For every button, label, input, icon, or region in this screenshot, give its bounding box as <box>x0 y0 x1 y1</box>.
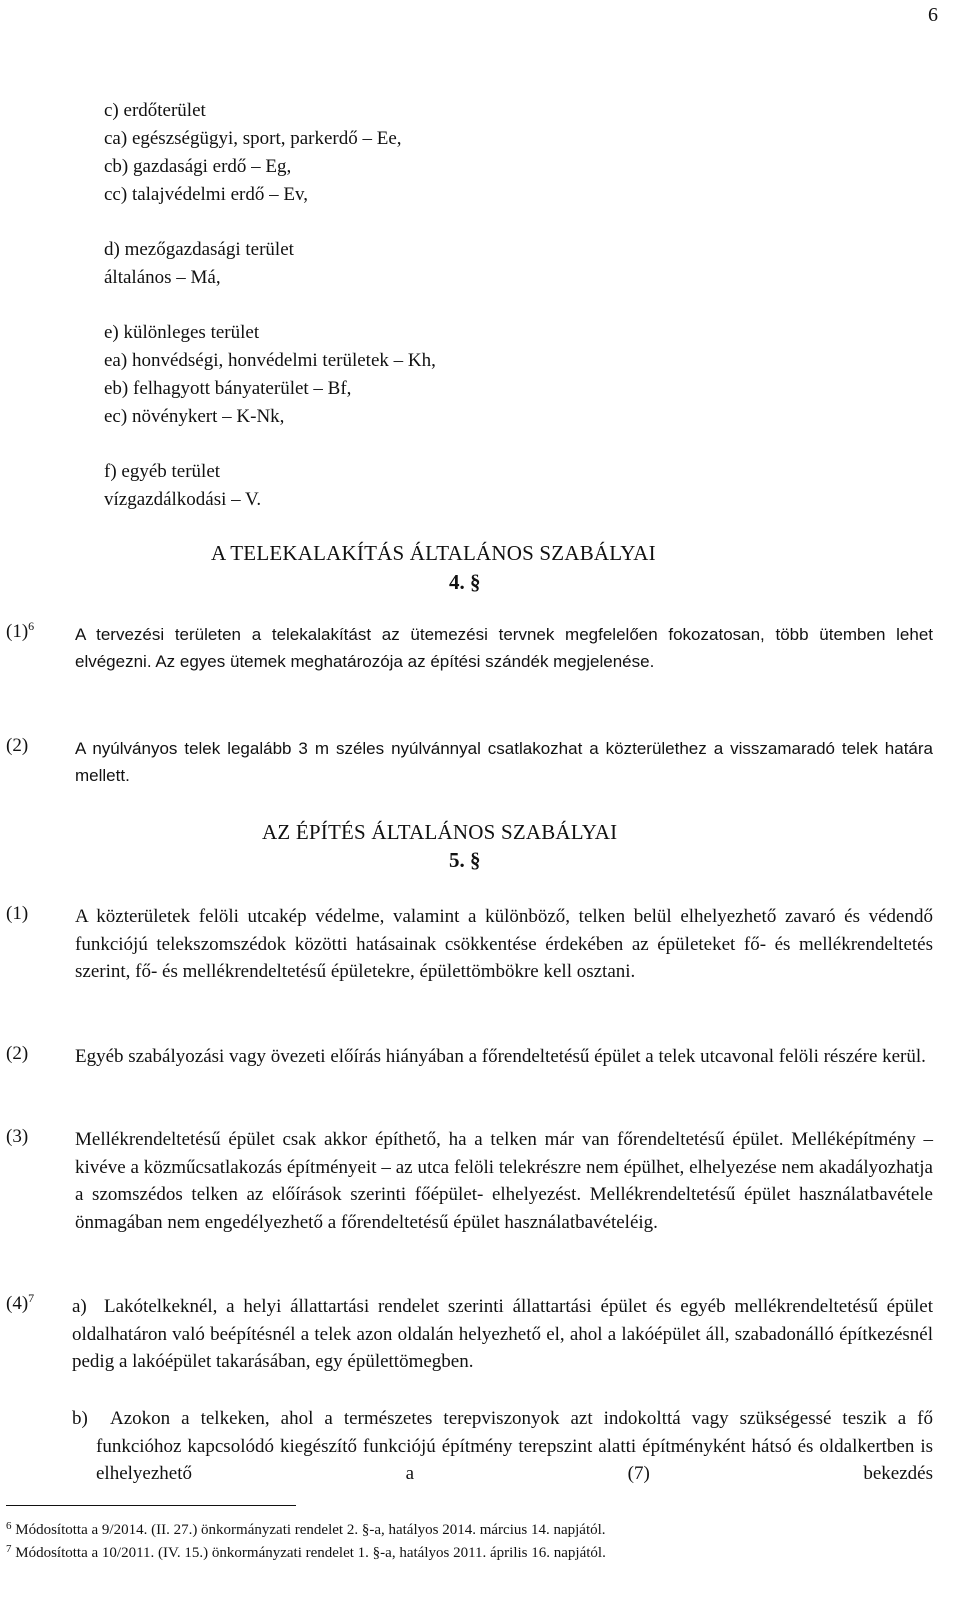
sec4-paragraph-2 <box>0 735 960 795</box>
list-item-eb: eb) felhagyott bányaterület – Bf, <box>104 378 352 399</box>
footnote-ref: 6 <box>28 619 35 633</box>
paragraph-text: A tervezési területen a telekalakítást az ütemezési tervnek megfelelően fokozatosan, több ütemben lehet elvégezni. Az egyes ütemek meghatározója az építési szándék megjelenése. <box>75 625 933 671</box>
list-item-f: vízgazdálkodási – V. <box>104 489 262 510</box>
footnote-ref: 7 <box>28 1291 35 1305</box>
footnote-separator <box>6 1505 296 1506</box>
page-number: 6 <box>928 4 938 26</box>
section-4-heading: A TELEKALAKÍTÁS ÁLTALÁNOS SZABÁLYAI <box>211 541 656 565</box>
list-item-d: általános – Má, <box>104 267 221 288</box>
paragraph-text: Mellékrendeltetésű épület csak akkor építhető, ha a telken már van főrendeltetésű épület. Melléképítmény – kivéve a közműcsatlakozás építményeit – az utca felöli telekrészre nem épülhet, elhelyezése nem akadályozhatja a szomszédos telken az előírások szerinti főépület- elhelyezést. Mellékrendeltetésű épület használatbavétele önmagában nem engedélyezhető a főrendeltetésű épület használatbavételéig. <box>75 1129 933 1233</box>
list-item-ea: ea) honvédségi, honvédelmi területek – Kh, <box>104 350 436 371</box>
list-f-title: f) egyéb terület <box>104 461 221 482</box>
footnote-7: $^7$ Módosította a 10/2011. (IV. 15.) önkormányzati rendelet 1. §-a, hatályos 2011. április 16. napjától. <box>6 1543 606 1561</box>
footnote-6: $^6$ Módosította a 9/2014. (II. 27.) önkormányzati rendelet 2. §-a, hatályos 2014. március 14. napjától. <box>6 1520 606 1538</box>
sec4-paragraph-1 <box>0 621 960 711</box>
item-label-b: b) <box>72 1408 88 1429</box>
paragraph-number: $(1)^6$ <box>6 619 35 642</box>
paragraph-number: (2) <box>6 735 29 756</box>
section-4-number: 4. § <box>449 570 481 594</box>
sec5-paragraph-2 <box>0 1043 960 1103</box>
paragraph-text: Egyéb szabályozási vagy övezeti előírás hiányában a főrendeltetésű épület a telek utcavonal felöli részére kerül. <box>75 1046 926 1067</box>
section-5-number: 5. § <box>449 848 481 872</box>
paragraph-number: $(4)^7$ <box>6 1291 35 1314</box>
item-label-a: a) <box>72 1296 87 1317</box>
list-c-title: c) erdőterület <box>104 100 206 121</box>
list-item-ca: ca) egészségügyi, sport, parkerdő – Ee, <box>104 128 402 149</box>
paragraph-number: (2) <box>6 1043 29 1064</box>
list-e-title: e) különleges terület <box>104 322 260 343</box>
paragraph-number: (1) <box>6 903 29 924</box>
sec5-paragraph-3 <box>0 1126 960 1271</box>
item-text-a: Lakótelkeknél, a helyi állattartási rendelet szerinti állattartási épület és egyéb mellékrendeltetésű épület oldalhatáron való beépítésnél a telek azon oldalán helyezhető el, ahol a lakóépület áll, szabadonálló építkezésnél pedig a lakóépület takarásában, egy épülettömegben. <box>72 1296 933 1373</box>
list-item-cb: cb) gazdasági erdő – Eg, <box>104 156 292 177</box>
list-item-cc: cc) talajvédelmi erdő – Ev, <box>104 184 308 205</box>
item-text-b: Azokon a telkeken, ahol a természetes terepviszonyok azt indokolttá vagy szükségessé teszik a fő funkcióhoz kapcsolódó kiegészítő funkciójú építmény terepszint alatti építményként hátsó és oldalkertben is elhelyezhető a (7) bekezdés <box>96 1408 933 1485</box>
section-5-heading: AZ ÉPÍTÉS ÁLTALÁNOS SZABÁLYAI <box>262 820 618 844</box>
paragraph-text: A nyúlványos telek legalább 3 m széles nyúlvánnyal csatlakozhat a közterülethez a visszamaradó telek határa mellett. <box>75 739 933 785</box>
sec5-paragraph-1 <box>0 903 960 1018</box>
sec5-paragraph-4 <box>0 1293 960 1493</box>
list-item-ec: ec) növénykert – K-Nk, <box>104 406 285 427</box>
paragraph-text: A közterületek felöli utcakép védelme, valamint a különböző, telken belül elhelyezhető zavaró és védendő funkciójú telekszomszédok közötti hatásainak csökkentése érdekében az épületeket fő- és mellékrendeltetés szerint, fő- és mellékrendeltetésű épületekre, épülettömbökre kell osztani. <box>75 906 933 983</box>
paragraph-number: (3) <box>6 1126 29 1147</box>
list-d-title: d) mezőgazdasági terület <box>104 239 294 260</box>
